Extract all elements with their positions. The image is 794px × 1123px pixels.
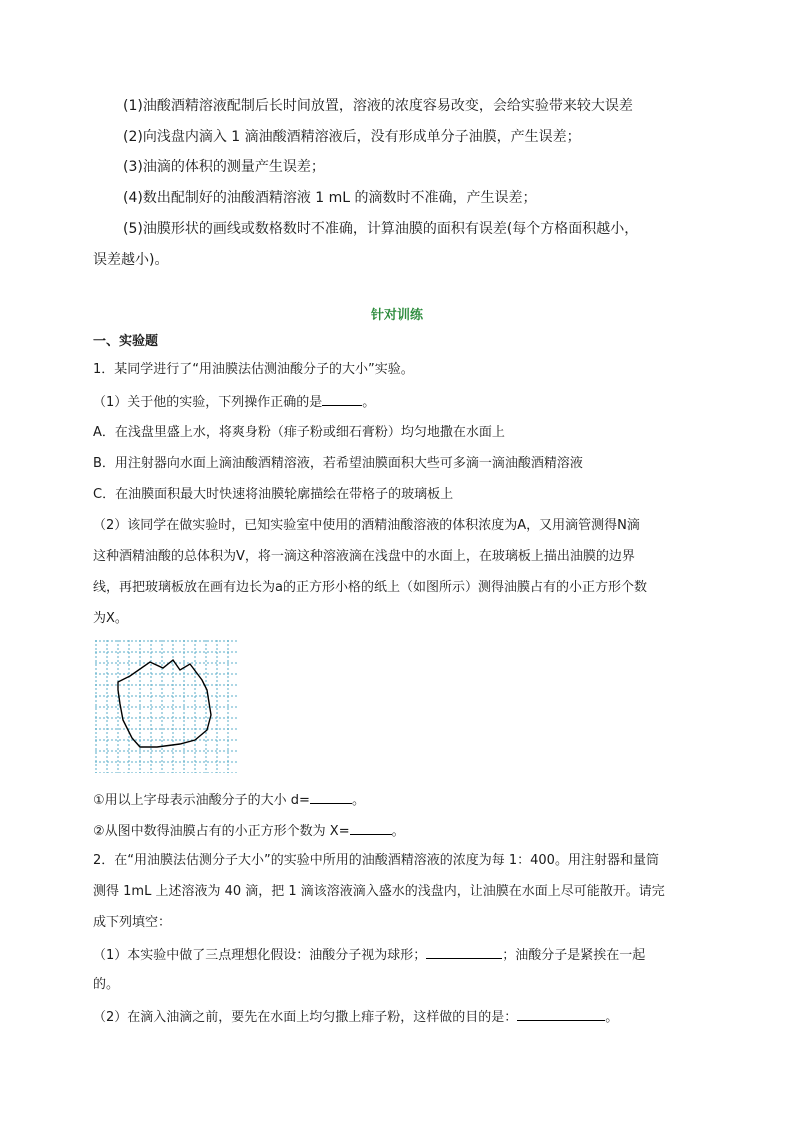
q1-sub1 <box>93 789 365 811</box>
q1-sub2-blank[interactable] <box>350 820 392 835</box>
q1-part1-blank[interactable] <box>322 391 362 406</box>
grid-lines <box>95 640 238 773</box>
q1-part1 <box>93 391 375 413</box>
q1-part2-line3: 线，再把玻璃板放在画有边长为a的正方形小格的纸上（如图所示）测得油膜占有的小正方形个数 <box>93 580 647 595</box>
q2-part1-text: （1）本实验中做了三点理想化假设：油酸分子视为球形； <box>93 948 427 963</box>
q1-part2-line2: 这种酒精油酸的总体积为V，将一滴这种溶液滴在浅盘中的水面上，在玻璃板上描出油膜的边界 <box>93 549 635 564</box>
q2-part2-end: 。 <box>605 1010 619 1025</box>
error-source-5: (5)油膜形状的画线或数格数时不准确，计算油膜的面积有误差(每个方格面积越小， <box>123 221 639 237</box>
q2-line3: 成下列填空： <box>93 915 172 930</box>
q1-part1-end: 。 <box>362 395 376 410</box>
oil-film-outline <box>118 660 211 747</box>
q1-part1-text: （1）关于他的实验，下列操作正确的是 <box>93 395 323 410</box>
q1-sub1-text: ①用以上字母表示油酸分子的大小 d= <box>93 793 310 808</box>
q1-sub1-end: 。 <box>351 793 365 808</box>
q1-option-b: B．用注射器向水面上滴油酸酒精溶液，若希望油膜面积大些可多滴一滴油酸酒精溶液 <box>93 456 583 471</box>
q2-part2-text: （2）在滴入油滴之前，要先在水面上均匀撒上痱子粉，这样做的目的是： <box>93 1010 518 1025</box>
q2-part2-blank[interactable] <box>517 1006 605 1021</box>
q1-sub2-text: ②从图中数得油膜占有的小正方形个数为 X= <box>93 824 350 839</box>
q1-option-a: A．在浅盘里盛上水，将爽身粉（痱子粉或细石膏粉）均匀地撒在水面上 <box>93 425 505 440</box>
q2-part1-end: ；油酸分子是紧挨在一起 <box>502 948 646 963</box>
q1-sub2-end: 。 <box>391 824 405 839</box>
error-source-1: (1)油酸酒精溶液配制后长时间放置，溶液的浓度容易改变，会给实验带来较大误差 <box>123 98 633 114</box>
error-source-4: (4)数出配制好的油酸酒精溶液 1 mL 的滴数时不准确，产生误差； <box>123 190 537 206</box>
q2-part1 <box>93 944 645 966</box>
error-source-5-cont: 误差越小)。 <box>93 252 169 268</box>
error-source-3: (3)油滴的体积的测量产生误差； <box>123 159 325 175</box>
oil-film-grid-figure <box>95 640 238 773</box>
q1-option-c: C．在油膜面积最大时快速将油膜轮廓描绘在带格子的玻璃板上 <box>93 487 454 502</box>
section-heading: 一、实验题 <box>93 334 159 349</box>
q1-part2-line1: （2）该同学在做实验时，已知实验室中使用的酒精油酸溶液的体积浓度为A，又用滴管测得N滴 <box>93 518 640 533</box>
section-title: 针对训练 <box>370 308 423 323</box>
q2-line1: 2．在“用油膜法估测分子大小”的实验中所用的油酸酒精溶液的浓度为每 1：400。用注射器和量筒 <box>93 853 659 868</box>
q1-sub2 <box>93 820 405 842</box>
q2-part1-blank[interactable] <box>426 944 502 959</box>
q2-line2: 测得 1mL 上述溶液为 40 滴，把 1 滴该溶液滴入盛水的浅盘内，让油膜在水面上尽可能散开。请完 <box>93 884 665 899</box>
error-source-2: (2)向浅盘内滴入 1 滴油酸酒精溶液后，没有形成单分子油膜，产生误差； <box>123 129 581 145</box>
q1-part2-line4: 为X。 <box>93 611 128 626</box>
q2-part1-cont: 的。 <box>93 977 120 992</box>
q1-stem: 1．某同学进行了“用油膜法估测油酸分子的大小”实验。 <box>93 362 414 377</box>
q2-part2 <box>93 1006 618 1028</box>
q1-sub1-blank[interactable] <box>310 789 352 804</box>
